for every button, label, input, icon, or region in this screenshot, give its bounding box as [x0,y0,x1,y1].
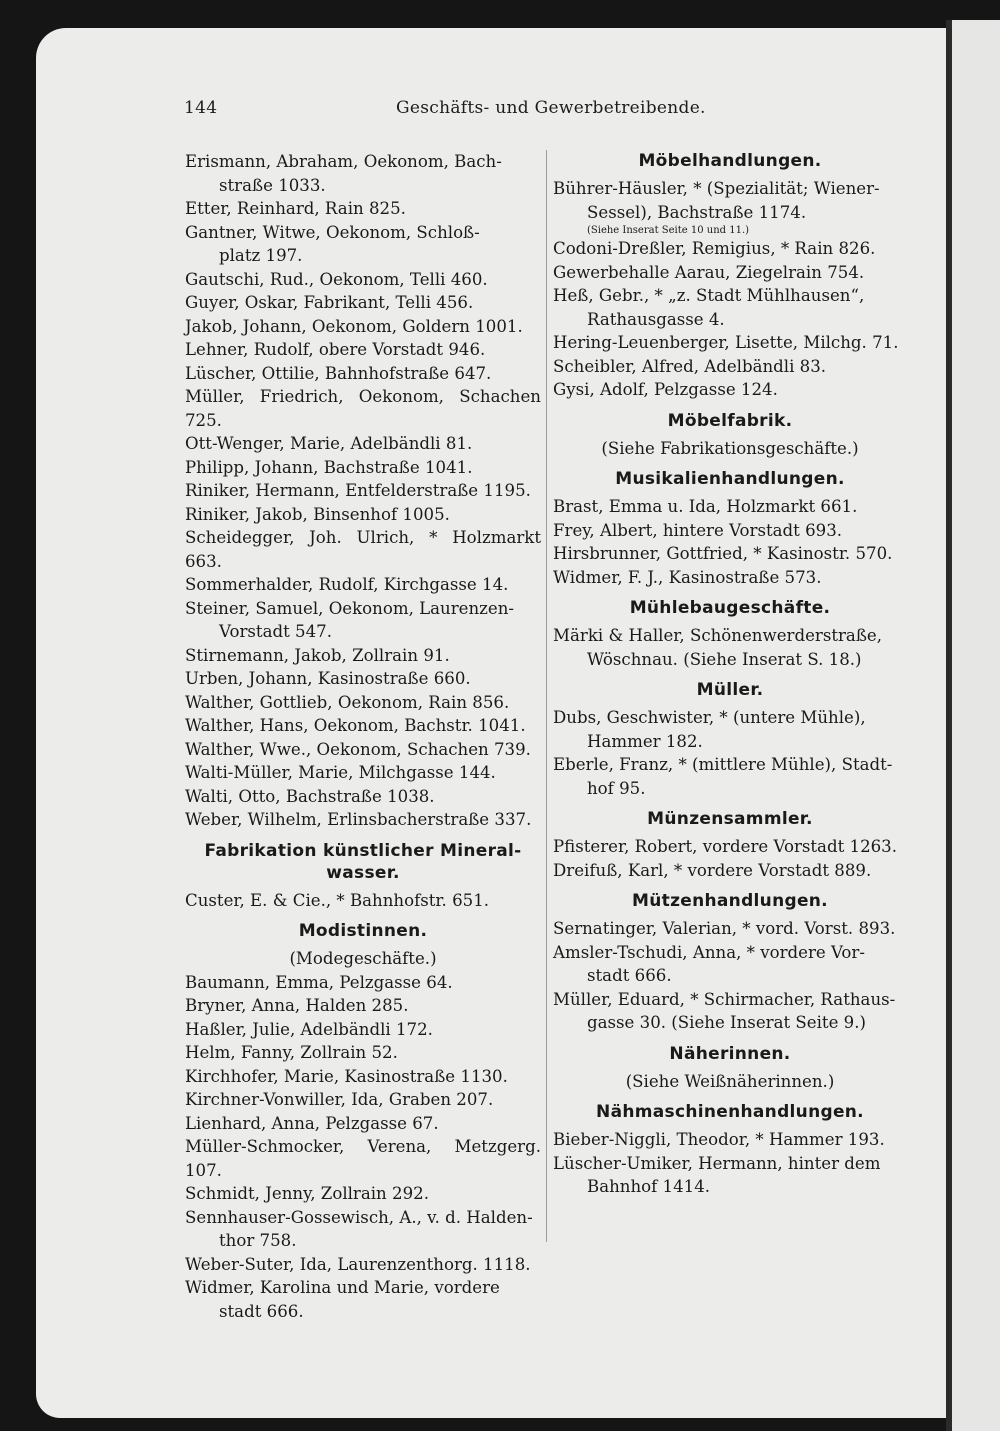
entry-line: Lüscher, Ottilie, Bahnhofstraße 647. [185,363,492,383]
running-header [0,98,1000,122]
entry-line: Walther, Hans, Oekonom, Bachstr. 1041. [185,716,526,735]
right-column [553,150,907,1199]
entry-line: Gysi, Adolf, Pelzgasse 124. [553,380,778,399]
section-heading-musikalien: Musikalienhandlungen. [615,469,845,489]
directory-list [185,889,541,913]
list-item [185,1088,541,1112]
entry-line: Helm, Fanny, Zollrain 52. [185,1043,398,1062]
directory-list [553,917,907,1035]
directory-list [553,624,907,671]
list-item [185,456,541,480]
list-item [185,667,541,691]
list-item [185,1135,541,1182]
directory-list [185,150,541,832]
list-item [185,1206,541,1253]
entry-continuation: Vorstadt 547. [219,622,332,641]
entry-line: Urben, Johann, Kasinostraße 660. [185,669,471,688]
entry-line: Bieber-Niggli, Theodor, * Hammer 193. [553,1130,885,1149]
list-item [185,1065,541,1089]
column-divider [546,150,547,1242]
directory-list [553,237,907,402]
entry-line: Scheidegger, Joh. Ulrich, * Holzmarkt 663. [185,528,541,571]
list-item [553,177,907,237]
list-item [185,573,541,597]
list-item [553,1152,907,1199]
entry-line: Gautschi, Rud., Oekonom, Telli 460. [185,269,488,289]
entry-line: Jakob, Johann, Oekonom, Goldern 1001. [185,316,523,336]
entry-line: Riniker, Jakob, Binsenhof 1005. [185,504,450,524]
entry-line: Baumann, Emma, Pelzgasse 64. [185,972,453,992]
directory-list [553,706,907,800]
list-item [185,221,541,268]
entry-line: Sommerhalder, Rudolf, Kirchgasse 14. [185,575,509,594]
list-item [553,859,907,883]
entry-continuation: Rathausgasse 4. [587,309,725,329]
entry-line: Heß, Gebr., * „z. Stadt Mühlhausen“, [553,286,865,305]
heading-line: wasser. [326,862,400,883]
entry-line: Scheibler, Alfred, Adelbändli 83. [553,356,827,376]
list-item [185,889,541,913]
list-item [185,150,541,197]
entry-line: Kirchner-Vonwiller, Ida, Graben 207. [185,1090,494,1109]
entry-line: Custer, E. & Cie., * Bahnhofstr. 651. [185,890,490,910]
list-item [553,835,907,859]
entry-line: Haßler, Julie, Adelbändli 172. [185,1019,433,1039]
entry-line: Etter, Reinhard, Rain 825. [185,199,406,218]
section-heading-mueller: Müller. [696,680,764,700]
entry-line: Lüscher-Umiker, Hermann, hinter dem [553,1153,881,1173]
entry-line: Widmer, F. J., Kasinostraße 573. [553,567,822,587]
list-item [185,785,541,809]
page-number: 144 [184,98,218,118]
heading-line: Fabrikation künstlicher Mineral- [204,840,522,861]
entry-line: Philipp, Johann, Bachstraße 1041. [185,457,473,477]
list-item [185,1253,541,1277]
section-heading-modistinnen: Modistinnen. [298,921,428,941]
entry-line: Frey, Albert, hintere Vorstadt 693. [553,520,843,540]
section-heading-muetzen: Mützenhandlungen. [632,891,828,911]
directory-list [185,971,541,1324]
list-item [185,1112,541,1136]
entry-line: Stirnemann, Jakob, Zollrain 91. [185,645,450,665]
entry-line: Walther, Wwe., Oekonom, Schachen 739. [185,739,531,759]
entry-line: Brast, Emma u. Ida, Holzmarkt 661. [553,497,858,516]
list-item [553,542,907,566]
list-item [185,994,541,1018]
list-item [185,315,541,339]
list-item [185,808,541,832]
list-item [553,566,907,590]
section-heading-moebelhandlungen: Möbelhandlungen. [638,151,822,171]
entry-line: Müller, Friedrich, Oekonom, Schachen 725. [185,387,541,430]
list-item [185,1018,541,1042]
list-item [553,519,907,543]
entry-line: Erismann, Abraham, Oekonom, Bach- [185,152,502,171]
entry-line: Riniker, Hermann, Entfelderstraße 1195. [185,481,531,500]
list-item [185,738,541,762]
entry-line: Walti, Otto, Bachstraße 1038. [185,786,435,806]
entry-continuation: straße 1033. [219,175,326,195]
entry-line: Hirsbrunner, Gottfried, * Kasinostr. 570. [553,544,893,563]
list-item [185,338,541,362]
entry-line: Müller, Eduard, * Schirmacher, Rathaus- [553,989,896,1009]
list-item [553,378,907,402]
list-item [185,503,541,527]
list-item [185,691,541,715]
directory-list [553,1128,907,1199]
list-item [185,197,541,221]
list-item [185,597,541,644]
section-heading-naehmaschinen: Nähmaschinenhandlungen. [596,1102,864,1122]
section-heading-naeherinnen: Näherinnen. [669,1043,791,1064]
list-item [553,331,907,355]
section-subheading: (Siehe Fabrikationsgeschäfte.) [601,438,859,458]
list-item [185,1276,541,1323]
entry-continuation: platz 197. [219,246,303,265]
list-item [553,624,907,671]
section-heading-muenzen: Münzensammler. [647,809,813,829]
list-item [185,526,541,573]
entry-continuation: gasse 30. (Siehe Inserat Seite 9.) [587,1013,866,1032]
entry-line: Codoni-Dreßler, Remigius, * Rain 826. [553,239,876,258]
section-heading-muehlebau: Mühlebaugeschäfte. [629,598,831,618]
list-item [185,479,541,503]
entry-line: Hering-Leuenberger, Lisette, Milchg. 71. [553,333,899,352]
entry-line: Eberle, Franz, * (mittlere Mühle), Stadt- [553,755,893,774]
page-title: Geschäfts- und Gewerbetreibende. [396,98,706,118]
entry-line: Walti-Müller, Marie, Milchgasse 144. [185,763,496,782]
entry-line: Schmidt, Jenny, Zollrain 292. [185,1184,429,1203]
list-item [553,495,907,519]
entry-line: Märki & Haller, Schönenwerderstraße, [553,626,883,645]
directory-list [553,835,907,882]
list-item [185,1041,541,1065]
entry-note: (Siehe Inserat Seite 10 und 11.) [587,225,750,236]
entry-line: Bryner, Anna, Halden 285. [185,996,409,1015]
entry-line: Kirchhofer, Marie, Kasinostraße 1130. [185,1066,508,1086]
entry-line: Walther, Gottlieb, Oekonom, Rain 856. [185,692,510,712]
list-item [185,761,541,785]
list-item [553,753,907,800]
list-item [553,1128,907,1152]
list-item [553,988,907,1035]
list-item [185,432,541,456]
entry-line: Pfisterer, Robert, vordere Vorstadt 1263. [553,837,898,856]
entry-continuation: Sessel), Bachstraße 1174. [587,202,807,222]
section-subheading: (Modegeschäfte.) [289,949,437,968]
list-item [185,644,541,668]
entry-line: Gantner, Witwe, Oekonom, Schloß- [185,222,480,242]
entry-line: Gewerbehalle Aarau, Ziegelrain 754. [553,262,865,282]
directory-list [553,495,907,589]
list-item [185,1182,541,1206]
next-page-edge [952,20,1000,1431]
entry-continuation: stadt 666. [587,966,672,985]
section-subheading: (Siehe Weißnäherinnen.) [625,1071,835,1091]
entry-line: Müller-Schmocker, Verena, Metzgerg. 107. [185,1137,541,1180]
entry-line: Sennhauser-Gossewisch, A., v. d. Halden- [185,1207,533,1227]
entry-continuation: thor 758. [219,1231,297,1250]
entry-line: Weber, Wilhelm, Erlinsbacherstraße 337. [185,810,532,829]
list-item [553,917,907,941]
entry-line: Dreifuß, Karl, * vordere Vorstadt 889. [553,860,872,880]
list-item [185,291,541,315]
list-item [553,941,907,988]
list-item [553,355,907,379]
entry-line: Lehner, Rudolf, obere Vorstadt 946. [185,340,486,359]
list-item [185,714,541,738]
entry-line: Weber-Suter, Ida, Laurenzenthorg. 1118. [185,1254,531,1274]
entry-line: Sernatinger, Valerian, * vord. Vorst. 893. [553,919,896,938]
entry-line: Amsler-Tschudi, Anna, * vordere Vor- [553,942,865,962]
entry-continuation: stadt 666. [219,1301,304,1321]
entry-line: Dubs, Geschwister, * (untere Mühle), [553,708,866,727]
entry-line: Lienhard, Anna, Pelzgasse 67. [185,1113,439,1133]
entry-line: Guyer, Oskar, Fabrikant, Telli 456. [185,293,474,312]
list-item [553,706,907,753]
list-item [553,284,907,331]
entry-line: Steiner, Samuel, Oekonom, Laurenzen- [185,598,515,618]
entry-line: Ott-Wenger, Marie, Adelbändli 81. [185,434,473,453]
list-item [553,237,907,261]
entry-continuation: hof 95. [587,778,646,798]
list-item [185,362,541,386]
section-heading-fabrikation [185,840,541,884]
entry-continuation: Hammer 182. [587,731,703,751]
list-item [185,971,541,995]
list-item [185,268,541,292]
entry-line: Bührer-Häusler, * (Spezialität; Wiener- [553,179,880,198]
entry-line: Widmer, Karolina und Marie, vordere [185,1278,500,1297]
left-column [185,150,541,1323]
list-item [553,261,907,285]
list-item [185,385,541,432]
entry-continuation: Bahnhof 1414. [587,1177,711,1196]
section-heading-moebelfabrik: Möbelfabrik. [667,410,793,431]
entry-continuation: Wöschnau. (Siehe Inserat S. 18.) [587,649,862,669]
